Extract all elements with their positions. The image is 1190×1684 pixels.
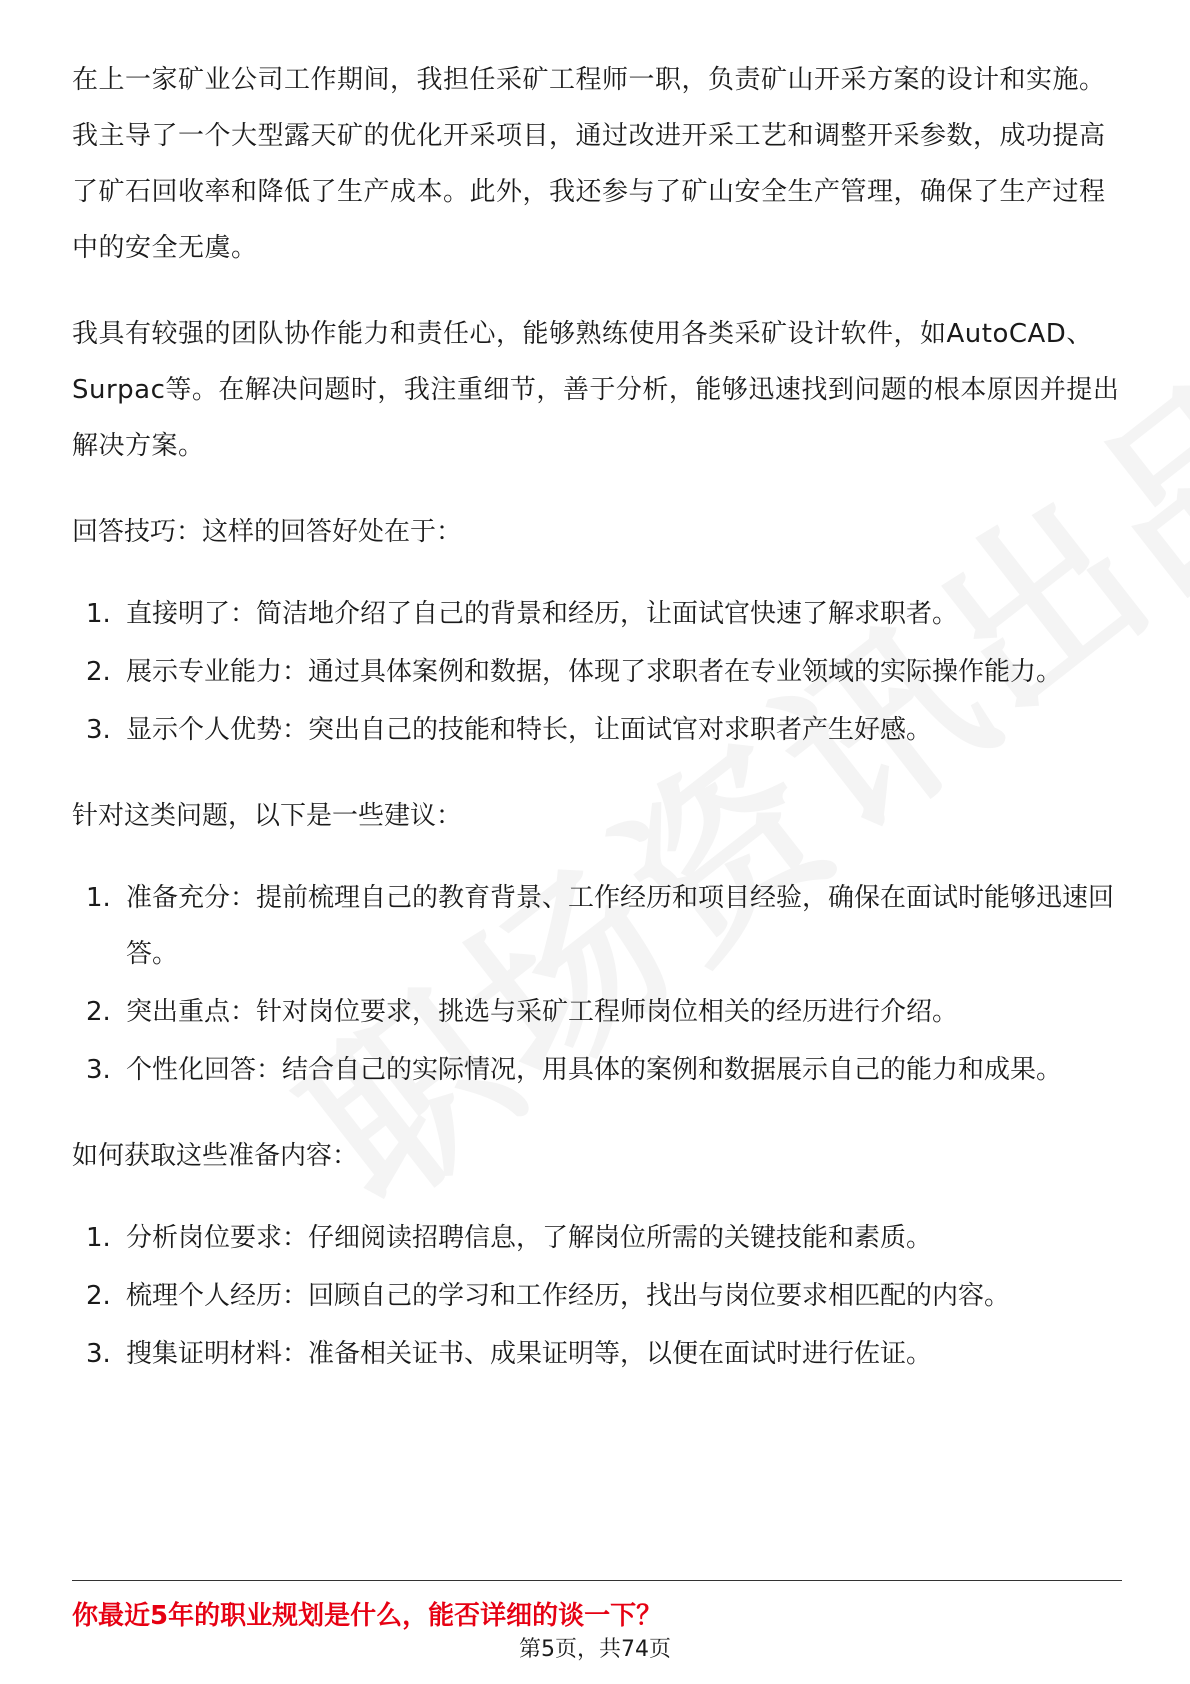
list-number: 3. [86, 1055, 111, 1085]
list-number: 1. [86, 599, 111, 629]
list-item-text: 展示专业能力：通过具体案例和数据，体现了求职者在专业领域的实际操作能力。 [126, 657, 1063, 687]
list-item [72, 586, 1122, 642]
footer-divider [72, 1580, 1122, 1581]
list-item-text: 分析岗位要求：仔细阅读招聘信息，了解岗位所需的关键技能和素质。 [126, 1223, 933, 1253]
list-item-text: 显示个人优势：突出自己的技能和特长，让面试官对求职者产生好感。 [126, 715, 933, 745]
preparation-heading: 如何获取这些准备内容： [72, 1141, 359, 1171]
list-item-text: 搜集证明材料：准备相关证书、成果证明等，以便在面试时进行佐证。 [126, 1339, 933, 1369]
advice-list [72, 870, 1122, 1098]
list-number: 3. [86, 1339, 111, 1369]
list-item [72, 984, 1122, 1040]
list-number: 1. [86, 883, 111, 913]
preparation-list [72, 1210, 1122, 1382]
advice-heading: 针对这类问题，以下是一些建议： [72, 801, 463, 831]
document-body [72, 52, 1122, 1412]
intro-paragraph-1: 在上一家矿业公司工作期间，我担任采矿工程师一职，负责矿山开采方案的设计和实施。我主导了一个大型露天矿的优化开采项目，通过改进开采工艺和调整开采参数，成功提高了矿石回收率和降低了生产成本。此外，我还参与了矿山安全生产管理，确保了生产过程中的安全无虞。 [72, 65, 1106, 263]
list-number: 2. [86, 657, 111, 687]
list-number: 2. [86, 1281, 111, 1311]
list-item-text: 个性化回答：结合自己的实际情况，用具体的案例和数据展示自己的能力和成果。 [126, 1055, 1063, 1085]
list-item [72, 1326, 1122, 1382]
list-item-text: 突出重点：针对岗位要求，挑选与采矿工程师岗位相关的经历进行介绍。 [126, 997, 959, 1027]
list-number: 3. [86, 715, 111, 745]
list-item [72, 1210, 1122, 1266]
next-question: 你最近5年的职业规划是什么，能否详细的谈一下？ [72, 1601, 663, 1631]
tips-list [72, 586, 1122, 758]
list-item-text: 梳理个人经历：回顾自己的学习和工作经历，找出与岗位要求相匹配的内容。 [126, 1281, 1011, 1311]
list-item [72, 1042, 1122, 1098]
intro-paragraph-2: 我具有较强的团队协作能力和责任心，能够熟练使用各类采矿设计软件，如AutoCAD、Surpac等。在解决问题时，我注重细节，善于分析，能够迅速找到问题的根本原因并提出解决方案。 [72, 319, 1120, 461]
list-item [72, 702, 1122, 758]
page-number: 第5页，共74页 [519, 1637, 671, 1662]
list-item-text: 准备充分：提前梳理自己的教育背景、工作经历和项目经验，确保在面试时能够迅速回答。 [126, 883, 1115, 969]
tips-heading: 回答技巧：这样的回答好处在于： [72, 517, 463, 547]
list-item [72, 644, 1122, 700]
list-item [72, 1268, 1122, 1324]
list-number: 2. [86, 997, 111, 1027]
list-number: 1. [86, 1223, 111, 1253]
list-item [72, 870, 1122, 982]
list-item-text: 直接明了：简洁地介绍了自己的背景和经历，让面试官快速了解求职者。 [126, 599, 959, 629]
